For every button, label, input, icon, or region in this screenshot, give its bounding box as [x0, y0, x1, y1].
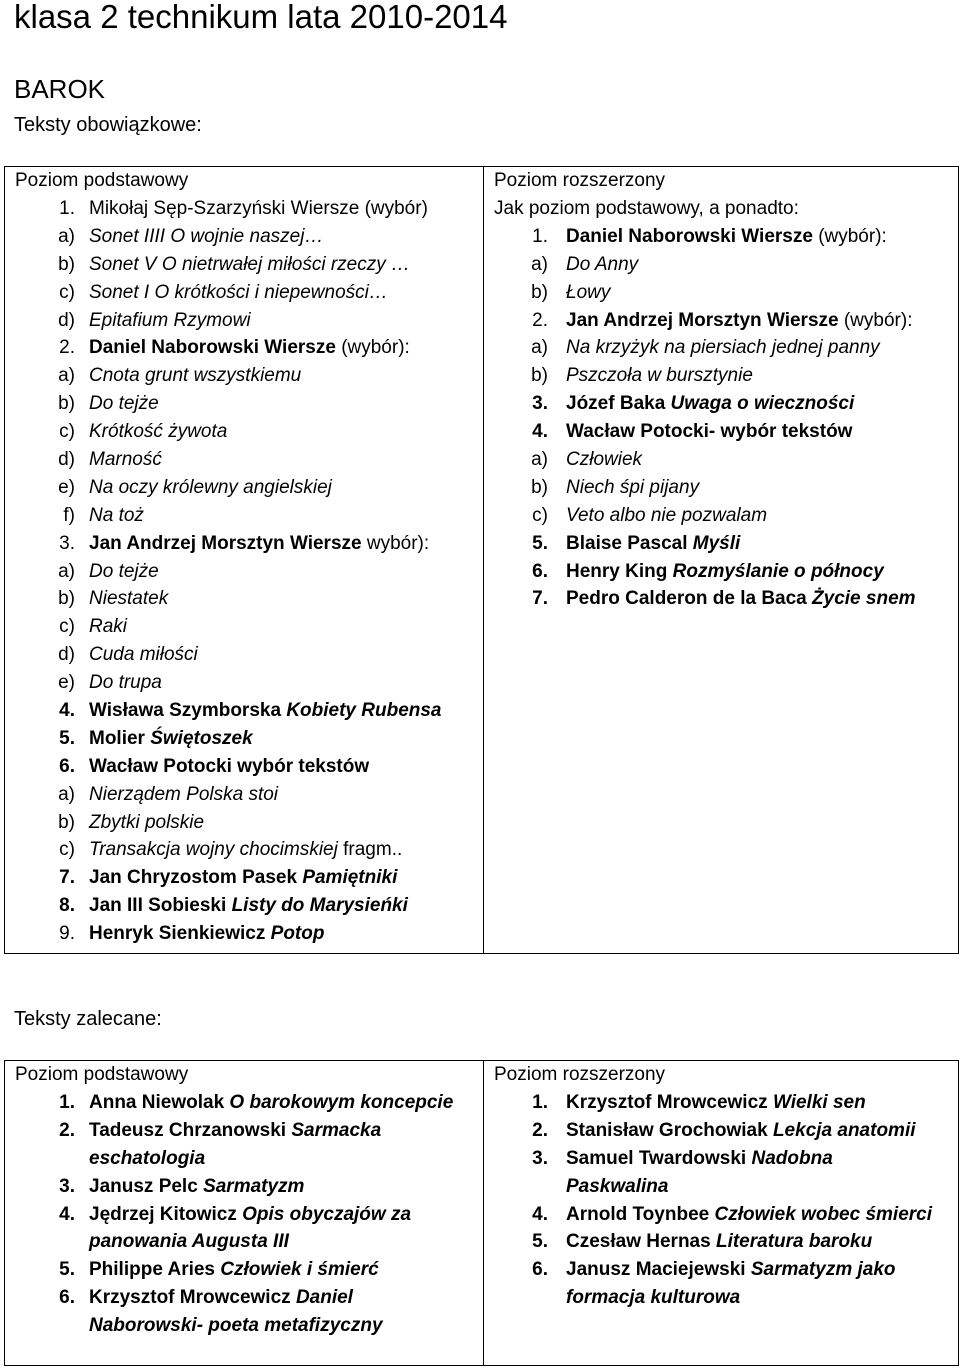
- list-item-text: [89, 641, 198, 669]
- list-item-text: [566, 1201, 932, 1229]
- text-run: Do Anny: [566, 253, 639, 275]
- list-marker: e): [58, 476, 75, 498]
- list-item-text: [89, 892, 408, 920]
- list-item-text: [89, 809, 204, 837]
- text-run: Na oczy królewny angielskiej: [89, 476, 332, 498]
- list-marker: 2.: [532, 309, 548, 331]
- text-run: panowania Augusta III: [89, 1231, 289, 1253]
- text-run: Marność: [89, 449, 162, 471]
- list-item-text: [89, 864, 397, 892]
- text-run: Sarmatyzm: [203, 1175, 305, 1197]
- text-run: formacja kulturowa: [566, 1287, 741, 1309]
- list-marker: 5.: [59, 727, 75, 749]
- list-marker: 1.: [59, 198, 75, 219]
- list-item: [484, 1117, 958, 1145]
- text-run: Nierządem Polska stoi: [89, 783, 279, 805]
- list-item: [5, 558, 483, 586]
- list-item: [484, 530, 958, 558]
- list-item-text: [89, 502, 144, 530]
- list-item: [484, 446, 958, 474]
- text-run: Cuda miłości: [89, 644, 198, 666]
- list-item-text: [89, 920, 324, 948]
- list-item: [5, 307, 483, 335]
- required-basic-column: [5, 167, 484, 954]
- list-item: [5, 1145, 483, 1173]
- list-marker: f): [63, 504, 75, 526]
- list-item: [484, 334, 958, 362]
- text-run: (wybór):: [341, 337, 410, 359]
- list-marker: 7.: [532, 588, 548, 610]
- list-item-text: [89, 251, 410, 279]
- list-item-text: [89, 781, 278, 809]
- text-run: Rozmyślanie o północy: [672, 560, 884, 582]
- list-marker: 3.: [59, 1175, 75, 1197]
- text-run: O barokowym koncepcie: [229, 1092, 454, 1113]
- list-item-text: [89, 725, 253, 753]
- list-item: [5, 1089, 483, 1117]
- list-marker: d): [58, 449, 75, 471]
- text-run: Sarmatyzm jako: [750, 1259, 896, 1281]
- text-run: Nadobna: [751, 1147, 833, 1169]
- list-item-text: [89, 390, 159, 418]
- text-run: Czesław Hernas: [566, 1231, 716, 1253]
- list-item-text: [89, 530, 429, 558]
- list-item-text: [566, 446, 642, 474]
- list-item-text: [89, 697, 442, 725]
- text-run: Epitafium Rzymowi: [89, 309, 251, 331]
- list-item: [484, 1089, 958, 1117]
- list-item: [5, 279, 483, 307]
- list-item-text: [89, 195, 428, 223]
- list-item: [5, 585, 483, 613]
- text-run: Do trupa: [89, 672, 162, 694]
- list-item-text: [89, 1089, 453, 1117]
- list-item-text: [566, 1256, 896, 1284]
- text-run: Do tejże: [89, 393, 159, 415]
- list-item: [5, 1173, 483, 1201]
- text-run: Transakcja wojny chocimskiej: [89, 839, 344, 861]
- text-run: Lekcja anatomii: [772, 1119, 916, 1141]
- text-run: Człowiek wobec śmierci: [714, 1203, 933, 1225]
- list-marker: b): [58, 588, 75, 610]
- list-marker: 3.: [532, 393, 548, 415]
- list-item-text: [566, 1117, 916, 1145]
- text-run: Krzysztof Mrowcewicz: [566, 1092, 773, 1113]
- list-item: [5, 781, 483, 809]
- text-run: Jan Andrzej Morsztyn Wiersze: [566, 309, 844, 331]
- list-item: [5, 1228, 483, 1256]
- list-item: [5, 446, 483, 474]
- list-item: [5, 725, 483, 753]
- list-marker: e): [58, 672, 75, 694]
- list-marker: 5.: [532, 1231, 548, 1253]
- list-item: [484, 1173, 958, 1201]
- required-extended-header: Poziom rozszerzony: [494, 170, 666, 191]
- list-marker: 8.: [59, 895, 75, 917]
- list-item-text: [566, 1089, 866, 1117]
- list-item-text: [89, 223, 323, 251]
- text-run: Człowiek i śmierć: [220, 1259, 379, 1281]
- text-run: Henry King: [566, 560, 673, 582]
- list-item: [5, 1256, 483, 1284]
- list-item: [5, 251, 483, 279]
- text-run: Anna Niewolak: [89, 1092, 230, 1113]
- text-run: Uwaga o wieczności: [670, 393, 855, 415]
- list-marker: c): [532, 504, 548, 526]
- list-marker: b): [531, 281, 548, 303]
- list-item: [5, 697, 483, 725]
- recommended-extended-list: [484, 1089, 958, 1312]
- text-run: Jan Chryzostom Pasek: [89, 867, 303, 889]
- text-run: Na toż: [89, 504, 144, 526]
- list-item: [5, 753, 483, 781]
- list-item: [5, 892, 483, 920]
- text-run: eschatologia: [89, 1147, 206, 1169]
- text-run: (wybór):: [843, 309, 913, 331]
- list-marker: a): [531, 337, 548, 359]
- text-run: Sarmacka: [291, 1119, 382, 1141]
- required-basic-list: [5, 195, 483, 948]
- list-item: [5, 641, 483, 669]
- list-item: [5, 195, 483, 223]
- text-run: Literatura baroku: [715, 1231, 873, 1253]
- text-run: Na krzyżyk na piersiach jednej panny: [566, 337, 880, 359]
- list-marker: a): [531, 253, 548, 275]
- recommended-extended-header: Poziom rozszerzony: [494, 1064, 666, 1085]
- recommended-texts-label: Teksty zalecane:: [14, 1008, 162, 1030]
- text-run: Sonet I O krótkości i niepewności…: [89, 281, 388, 303]
- list-item-text: [89, 1284, 353, 1312]
- list-item: [5, 474, 483, 502]
- list-item: [5, 223, 483, 251]
- list-item-text: [566, 474, 699, 502]
- list-item: [484, 1201, 958, 1229]
- list-item: [484, 390, 958, 418]
- list-item: [5, 418, 483, 446]
- text-run: Naborowski- poeta metafizyczny: [89, 1315, 383, 1337]
- list-marker: d): [58, 309, 75, 331]
- list-item-text: [566, 362, 753, 390]
- list-marker: b): [58, 253, 75, 275]
- list-item-text: [89, 753, 369, 781]
- list-marker: 4.: [532, 1203, 548, 1225]
- list-item: [5, 530, 483, 558]
- text-run: Daniel Naborowski Wiersze: [566, 225, 819, 247]
- list-marker: b): [58, 393, 75, 415]
- list-item-text: [566, 1173, 668, 1201]
- list-marker: 7.: [59, 867, 75, 889]
- text-run: wybór):: [366, 532, 430, 554]
- list-item: [484, 585, 958, 613]
- list-item: [5, 613, 483, 641]
- list-item: [5, 362, 483, 390]
- page-title: klasa 2 technikum lata 2010-2014: [14, 0, 508, 35]
- list-marker: b): [531, 476, 548, 498]
- list-item-text: [566, 251, 638, 279]
- list-item-text: [566, 334, 880, 362]
- list-marker: c): [59, 616, 75, 638]
- text-run: Myśli: [692, 532, 741, 554]
- list-item-text: [89, 1145, 205, 1173]
- list-marker: a): [58, 560, 75, 582]
- list-item-text: [566, 1145, 833, 1173]
- list-item-text: [89, 418, 227, 446]
- list-item-text: [89, 585, 168, 613]
- list-item-text: [89, 1201, 411, 1229]
- required-extended-intro: Jak poziom podstawowy, a ponadto:: [494, 198, 799, 219]
- list-item-text: [566, 390, 854, 418]
- text-run: Łowy: [566, 281, 611, 303]
- text-run: Sonet V O nietrwałej miłości rzeczy …: [89, 253, 410, 275]
- text-run: Tadeusz Chrzanowski: [89, 1119, 292, 1141]
- text-run: Samuel Twardowski: [566, 1147, 752, 1169]
- list-item-text: [566, 530, 740, 558]
- text-run: Wacław Potocki- wybór tekstów: [566, 421, 853, 443]
- list-marker: b): [58, 811, 75, 833]
- list-marker: 5.: [59, 1259, 75, 1281]
- list-item-text: [89, 613, 127, 641]
- text-run: Zbytki polskie: [89, 811, 205, 833]
- list-item: [484, 279, 958, 307]
- list-marker: 4.: [59, 700, 75, 722]
- text-run: Daniel Naborowski Wiersze: [89, 337, 342, 359]
- list-item: [5, 502, 483, 530]
- text-run: Jędrzej Kitowicz: [89, 1203, 243, 1225]
- list-marker: b): [531, 365, 548, 387]
- text-run: Jan Andrzej Morsztyn Wiersze: [89, 532, 367, 554]
- list-item: [484, 223, 958, 251]
- text-run: Opis obyczajów za: [242, 1203, 412, 1225]
- list-marker: 2.: [532, 1119, 548, 1141]
- list-item: [484, 1145, 958, 1173]
- list-item: [5, 334, 483, 362]
- list-item-text: [566, 223, 887, 251]
- list-item: [484, 474, 958, 502]
- list-item-text: [89, 334, 410, 362]
- recommended-basic-column: [5, 1061, 484, 1366]
- list-item: [484, 558, 958, 586]
- text-run: Stanisław Grochowiak: [566, 1119, 773, 1141]
- text-run: Pszczoła w bursztynie: [566, 365, 753, 387]
- list-marker: a): [58, 783, 75, 805]
- text-run: Pamiętniki: [302, 867, 398, 889]
- text-run: Janusz Pelc: [89, 1175, 204, 1197]
- list-item-text: [89, 1312, 383, 1340]
- list-marker: 6.: [532, 1259, 548, 1281]
- list-item-text: [89, 1173, 304, 1201]
- list-item-text: [89, 446, 162, 474]
- text-run: Sonet IIII O wojnie naszej…: [89, 225, 324, 247]
- text-run: Niestatek: [89, 588, 169, 610]
- text-run: Janusz Maciejewski: [566, 1259, 751, 1281]
- list-item-text: [566, 307, 912, 335]
- text-run: Listy do Marysieńki: [231, 895, 408, 917]
- list-marker: 9.: [59, 923, 75, 945]
- list-item: [484, 1228, 958, 1256]
- list-item: [5, 669, 483, 697]
- text-run: Jan III Sobieski: [89, 895, 232, 917]
- list-item-text: [89, 669, 162, 697]
- list-marker: 6.: [532, 560, 548, 582]
- text-run: Krzysztof Mrowcewicz: [89, 1287, 296, 1309]
- text-run: Potop: [270, 923, 325, 945]
- text-run: Człowiek: [566, 449, 643, 471]
- required-basic-header: Poziom podstawowy: [15, 170, 189, 191]
- text-run: Pedro Calderon de la Baca: [566, 588, 813, 610]
- text-run: Krótkość żywota: [89, 421, 228, 443]
- text-run: Wielki sen: [772, 1092, 866, 1113]
- text-run: fragm..: [343, 839, 403, 861]
- text-run: Molier: [89, 727, 151, 749]
- list-marker: c): [59, 281, 75, 303]
- text-run: Józef Baka: [566, 393, 671, 415]
- recommended-texts-table: [4, 1060, 959, 1366]
- text-run: Daniel: [295, 1287, 353, 1309]
- text-run: Kobiety Rubensa: [286, 700, 442, 722]
- list-item: [5, 390, 483, 418]
- list-marker: d): [58, 644, 75, 666]
- text-run: Życie snem: [812, 588, 916, 610]
- text-run: Philippe Aries: [89, 1259, 221, 1281]
- list-item-text: [566, 1228, 872, 1256]
- list-item: [484, 1284, 958, 1312]
- list-item: [484, 307, 958, 335]
- list-item-text: [566, 1284, 740, 1312]
- list-marker: 1.: [59, 1092, 75, 1113]
- list-marker: 6.: [59, 755, 75, 777]
- recommended-extended-column: [484, 1061, 959, 1366]
- text-run: Raki: [89, 616, 128, 638]
- list-item-text: [566, 279, 610, 307]
- list-item-text: [89, 279, 388, 307]
- text-run: Wacław Potocki wybór tekstów: [89, 755, 370, 777]
- list-item: [5, 920, 483, 948]
- list-item-text: [89, 558, 159, 586]
- text-run: Świętoszek: [150, 727, 253, 749]
- list-item: [5, 809, 483, 837]
- list-item: [5, 836, 483, 864]
- list-item-text: [566, 585, 916, 613]
- list-item: [5, 1117, 483, 1145]
- list-marker: 3.: [59, 532, 75, 554]
- list-marker: 5.: [532, 532, 548, 554]
- text-run: Paskwalina: [566, 1175, 669, 1197]
- list-marker: 3.: [532, 1147, 548, 1169]
- list-item: [484, 1256, 958, 1284]
- list-item: [5, 864, 483, 892]
- recommended-basic-header: Poziom podstawowy: [15, 1064, 189, 1085]
- list-item-text: [566, 502, 767, 530]
- list-item: [5, 1312, 483, 1340]
- list-item-text: [566, 558, 884, 586]
- list-item-text: [89, 1256, 379, 1284]
- list-item-text: [89, 1228, 289, 1256]
- list-marker: c): [59, 421, 75, 443]
- required-texts-label: Teksty obowiązkowe:: [14, 114, 202, 136]
- list-item: [484, 502, 958, 530]
- list-marker: c): [59, 839, 75, 861]
- text-run: Mikołaj Sęp-Szarzyński Wiersze (wybór): [89, 198, 428, 219]
- list-marker: a): [58, 365, 75, 387]
- recommended-basic-list: [5, 1089, 483, 1340]
- list-item-text: [89, 307, 251, 335]
- list-item: [5, 1201, 483, 1229]
- text-run: Veto albo nie pozwalam: [566, 504, 768, 526]
- list-marker: 2.: [59, 1119, 75, 1141]
- list-marker: 4.: [59, 1203, 75, 1225]
- list-item: [5, 1284, 483, 1312]
- list-item-text: [89, 836, 402, 864]
- list-item-text: [89, 474, 332, 502]
- list-marker: 6.: [59, 1287, 75, 1309]
- list-marker: a): [58, 225, 75, 247]
- list-marker: 4.: [532, 421, 548, 443]
- required-extended-list: [484, 223, 958, 613]
- list-item: [484, 418, 958, 446]
- list-item: [484, 251, 958, 279]
- text-run: Arnold Toynbee: [566, 1203, 715, 1225]
- text-run: Henryk Sienkiewicz: [89, 923, 271, 945]
- list-item-text: [89, 1117, 381, 1145]
- text-run: Cnota grunt wszystkiemu: [89, 365, 302, 387]
- list-marker: 1.: [532, 1092, 548, 1113]
- list-marker: 1.: [532, 225, 548, 247]
- text-run: Do tejże: [89, 560, 159, 582]
- text-run: Blaise Pascal: [566, 532, 693, 554]
- list-item: [484, 362, 958, 390]
- required-texts-table: [4, 166, 959, 954]
- list-item-text: [89, 362, 301, 390]
- text-run: Niech śpi pijany: [566, 476, 700, 498]
- epoch-heading: BAROK: [14, 74, 106, 104]
- text-run: Wisława Szymborska: [89, 700, 287, 722]
- list-marker: 2.: [59, 337, 75, 359]
- text-run: (wybór):: [818, 225, 887, 247]
- list-item-text: [566, 418, 852, 446]
- list-marker: a): [531, 449, 548, 471]
- required-extended-column: [484, 167, 959, 954]
